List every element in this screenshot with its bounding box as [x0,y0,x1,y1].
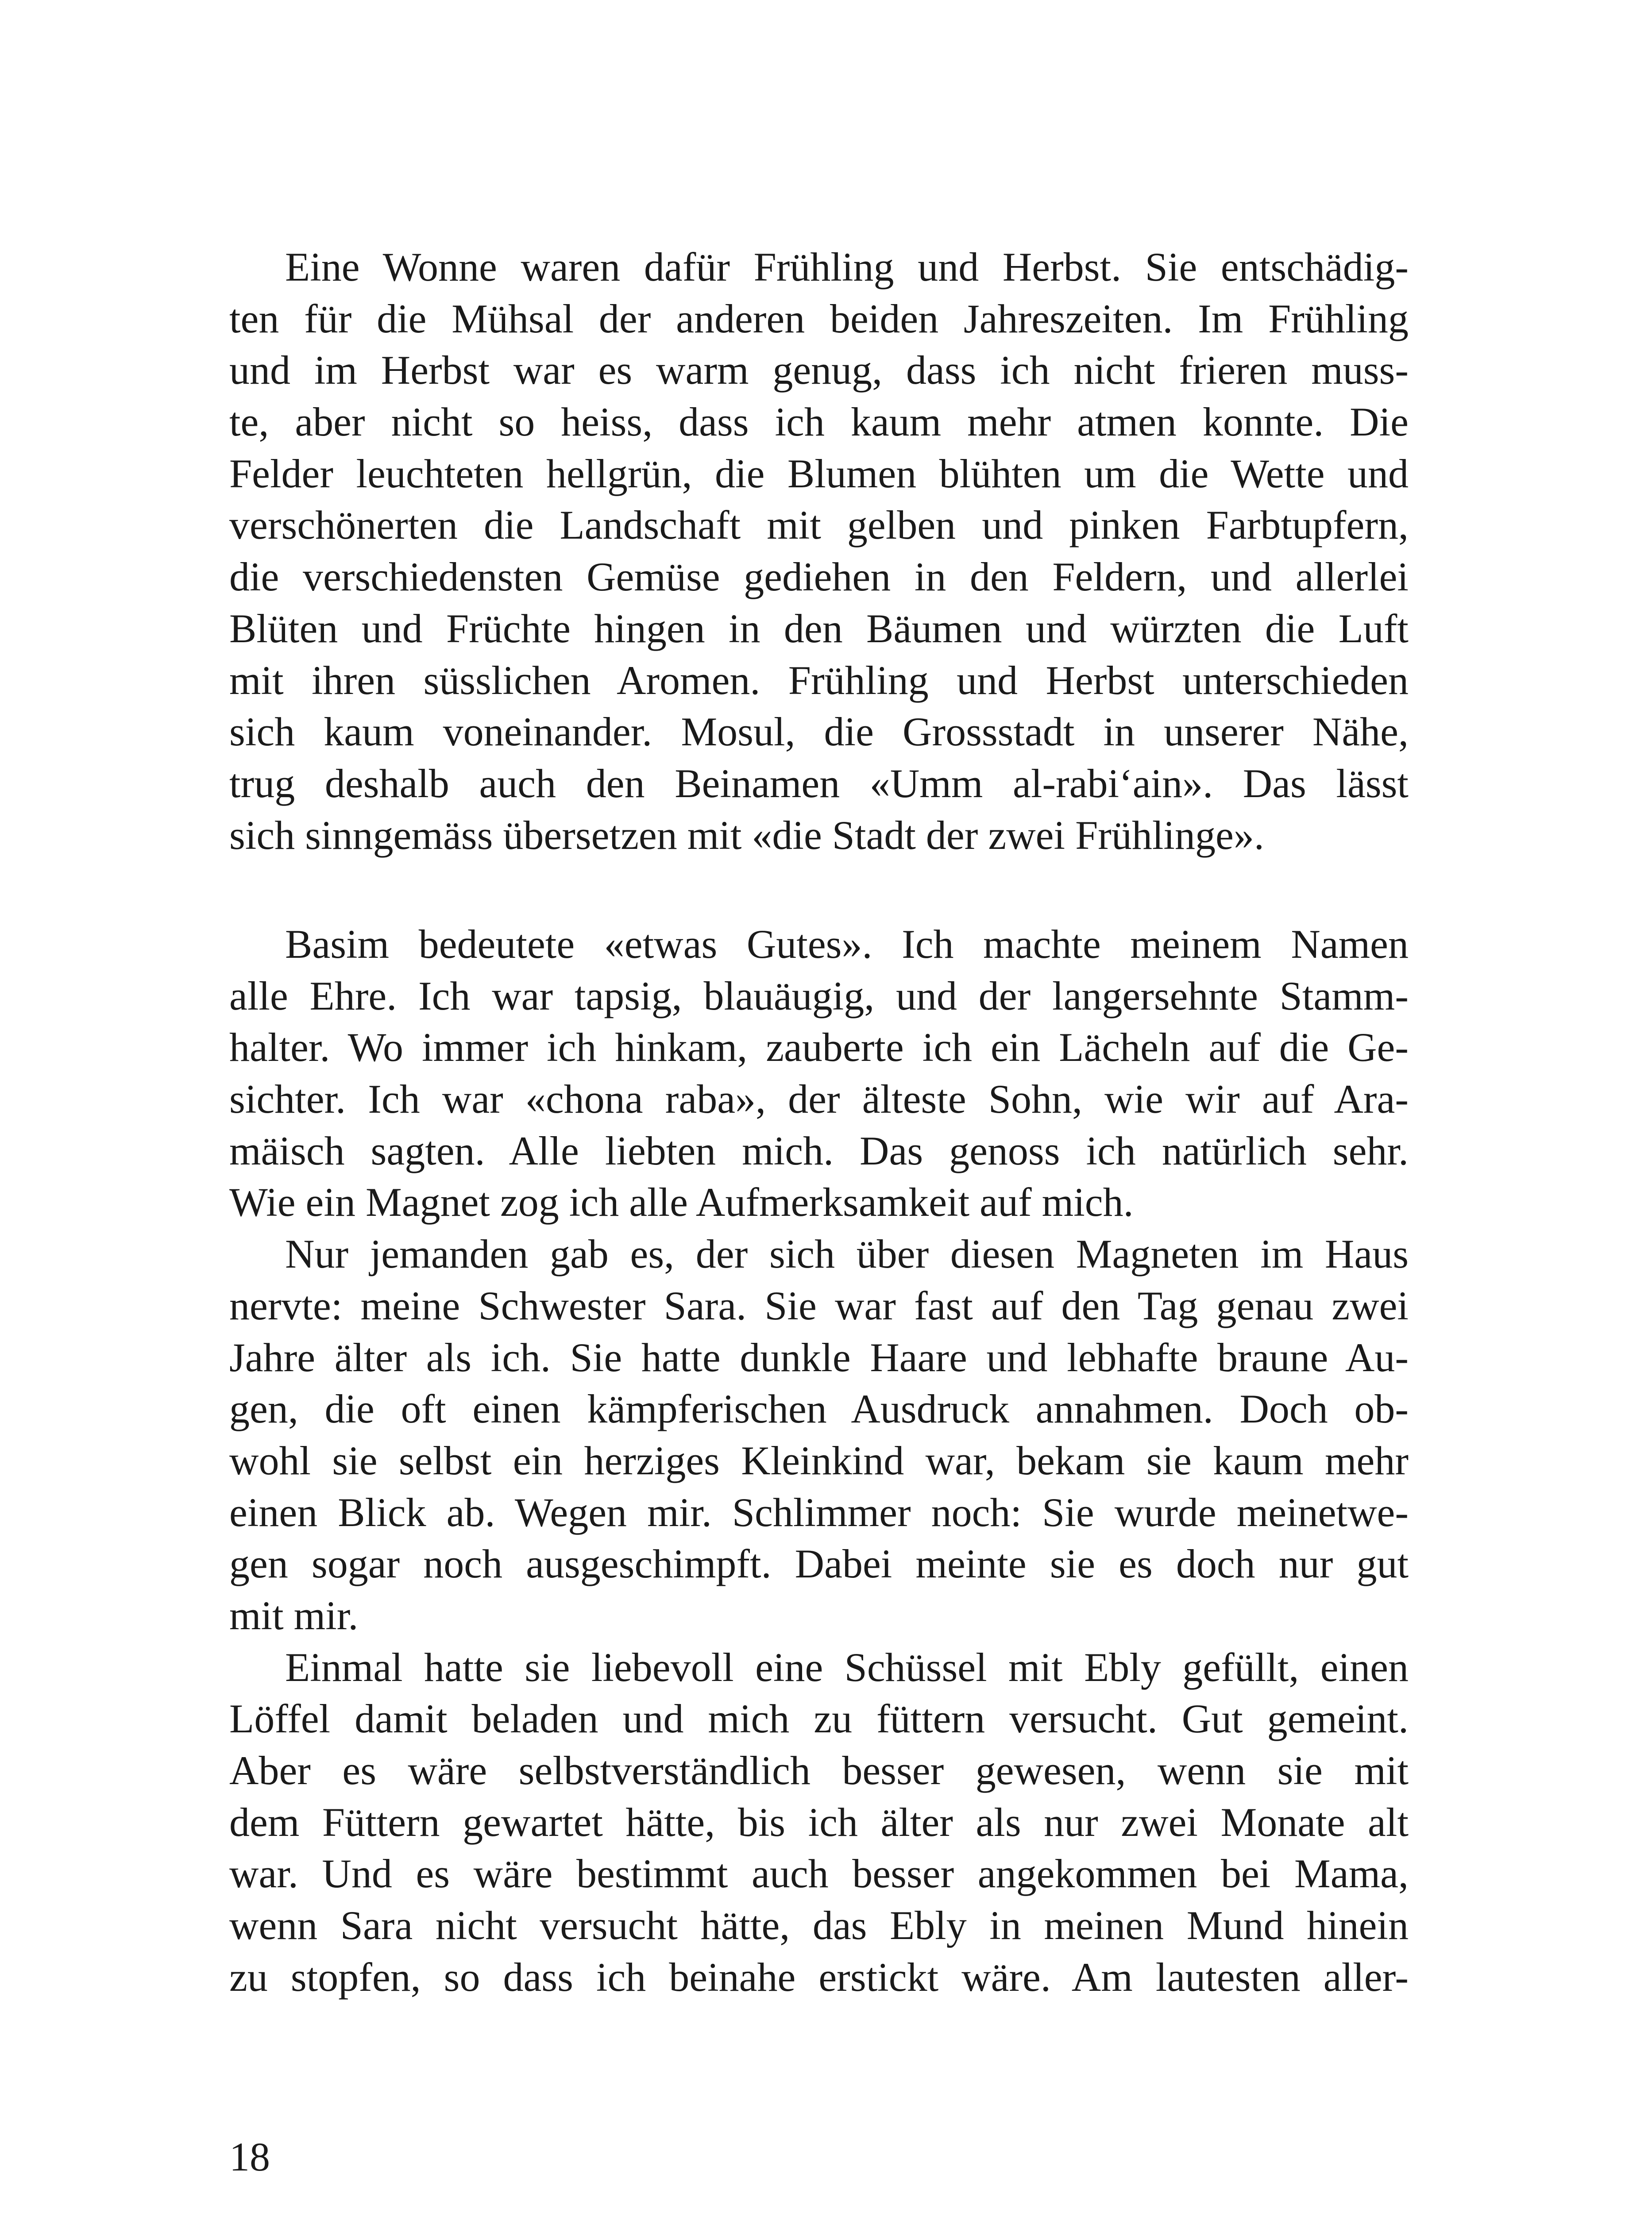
text-line: gen, die oft einen kämpferischen Ausdruck annahmen. Doch ob- [229,1386,1409,1432]
text-line: Jahre älter als ich. Sie hatte dunkle Haare und lebhafte braune Au- [229,1334,1409,1380]
text-line: gen sogar noch ausgeschimpft. Dabei meinte sie es doch nur gut [229,1541,1409,1587]
text-line: wenn Sara nicht versucht hätte, das Ebly in meinen Mund hinein [229,1903,1409,1948]
text-line: Blüten und Früchte hingen in den Bäumen und würzten die Luft [229,605,1409,651]
page-number: 18 [229,2134,270,2179]
text-line: sich kaum voneinander. Mosul, die Grossstadt in unserer Nähe, [229,709,1409,755]
text-line: Nur jemanden gab es, der sich über diesen Magneten im Haus [285,1231,1409,1277]
text-line: Eine Wonne waren dafür Frühling und Herbst. Sie entschädig- [285,244,1409,289]
text-line: die verschiedensten Gemüse gediehen in den Feldern, und allerlei [229,554,1409,600]
text-line: Felder leuchteten hellgrün, die Blumen blühten um die Wette und [229,451,1409,496]
text-line: te, aber nicht so heiss, dass ich kaum mehr atmen konnte. Die [229,399,1409,445]
text-line: dem Füttern gewartet hätte, bis ich älter als nur zwei Monate alt [229,1799,1409,1845]
text-line: trug deshalb auch den Beinamen «Umm al-rabi‘ain». Das lässt [229,760,1409,806]
text-line: halter. Wo immer ich hinkam, zauberte ich ein Lächeln auf die Ge- [229,1025,1409,1070]
text-line: mit mir. [229,1592,359,1638]
text-line: Einmal hatte sie liebevoll eine Schüssel mit Ebly gefüllt, einen [285,1644,1409,1690]
text-line: Wie ein Magnet zog ich alle Aufmerksamkeit auf mich. [229,1180,1134,1225]
text-line: Löffel damit beladen und mich zu füttern versucht. Gut gemeint. [229,1696,1409,1742]
text-line: mit ihren süsslichen Aromen. Frühling und Herbst unterschieden [229,657,1409,703]
text-line: sichter. Ich war «chona raba», der älteste Sohn, wie wir auf Ara- [229,1076,1409,1122]
section-basim [229,918,1409,2003]
text-line: mäisch sagten. Alle liebten mich. Das genoss ich natürlich sehr. [229,1128,1409,1173]
text-line: zu stopfen, so dass ich beinahe erstickt wäre. Am lautesten aller- [229,1954,1409,2000]
text-line: sich sinngemäss übersetzen mit «die Stadt der zwei Frühlinge». [229,812,1264,858]
text-line: Aber es wäre selbstverständlich besser gewesen, wenn sie mit [229,1748,1409,1793]
text-line: nervte: meine Schwester Sara. Sie war fast auf den Tag genau zwei [229,1283,1409,1328]
text-line: ten für die Mühsal der anderen beiden Jahreszeiten. Im Frühling [229,296,1409,341]
text-line: verschönerten die Landschaft mit gelben und pinken Farbtupfern, [229,502,1409,548]
text-line: einen Blick ab. Wegen mir. Schlimmer noch: Sie wurde meinetwe- [229,1489,1409,1535]
text-line: Basim bedeutete «etwas Gutes». Ich machte meinem Namen [285,921,1409,967]
text-line: war. Und es wäre bestimmt auch besser angekommen bei Mama, [229,1851,1409,1897]
text-line: und im Herbst war es warm genug, dass ich nicht frieren muss- [229,347,1409,393]
paragraph-frühling-herbst [229,241,1409,861]
text-line: alle Ehre. Ich war tapsig, blauäugig, und der langersehnte Stamm- [229,973,1409,1018]
text-line: wohl sie selbst ein herziges Kleinkind war, bekam sie kaum mehr [229,1438,1409,1483]
